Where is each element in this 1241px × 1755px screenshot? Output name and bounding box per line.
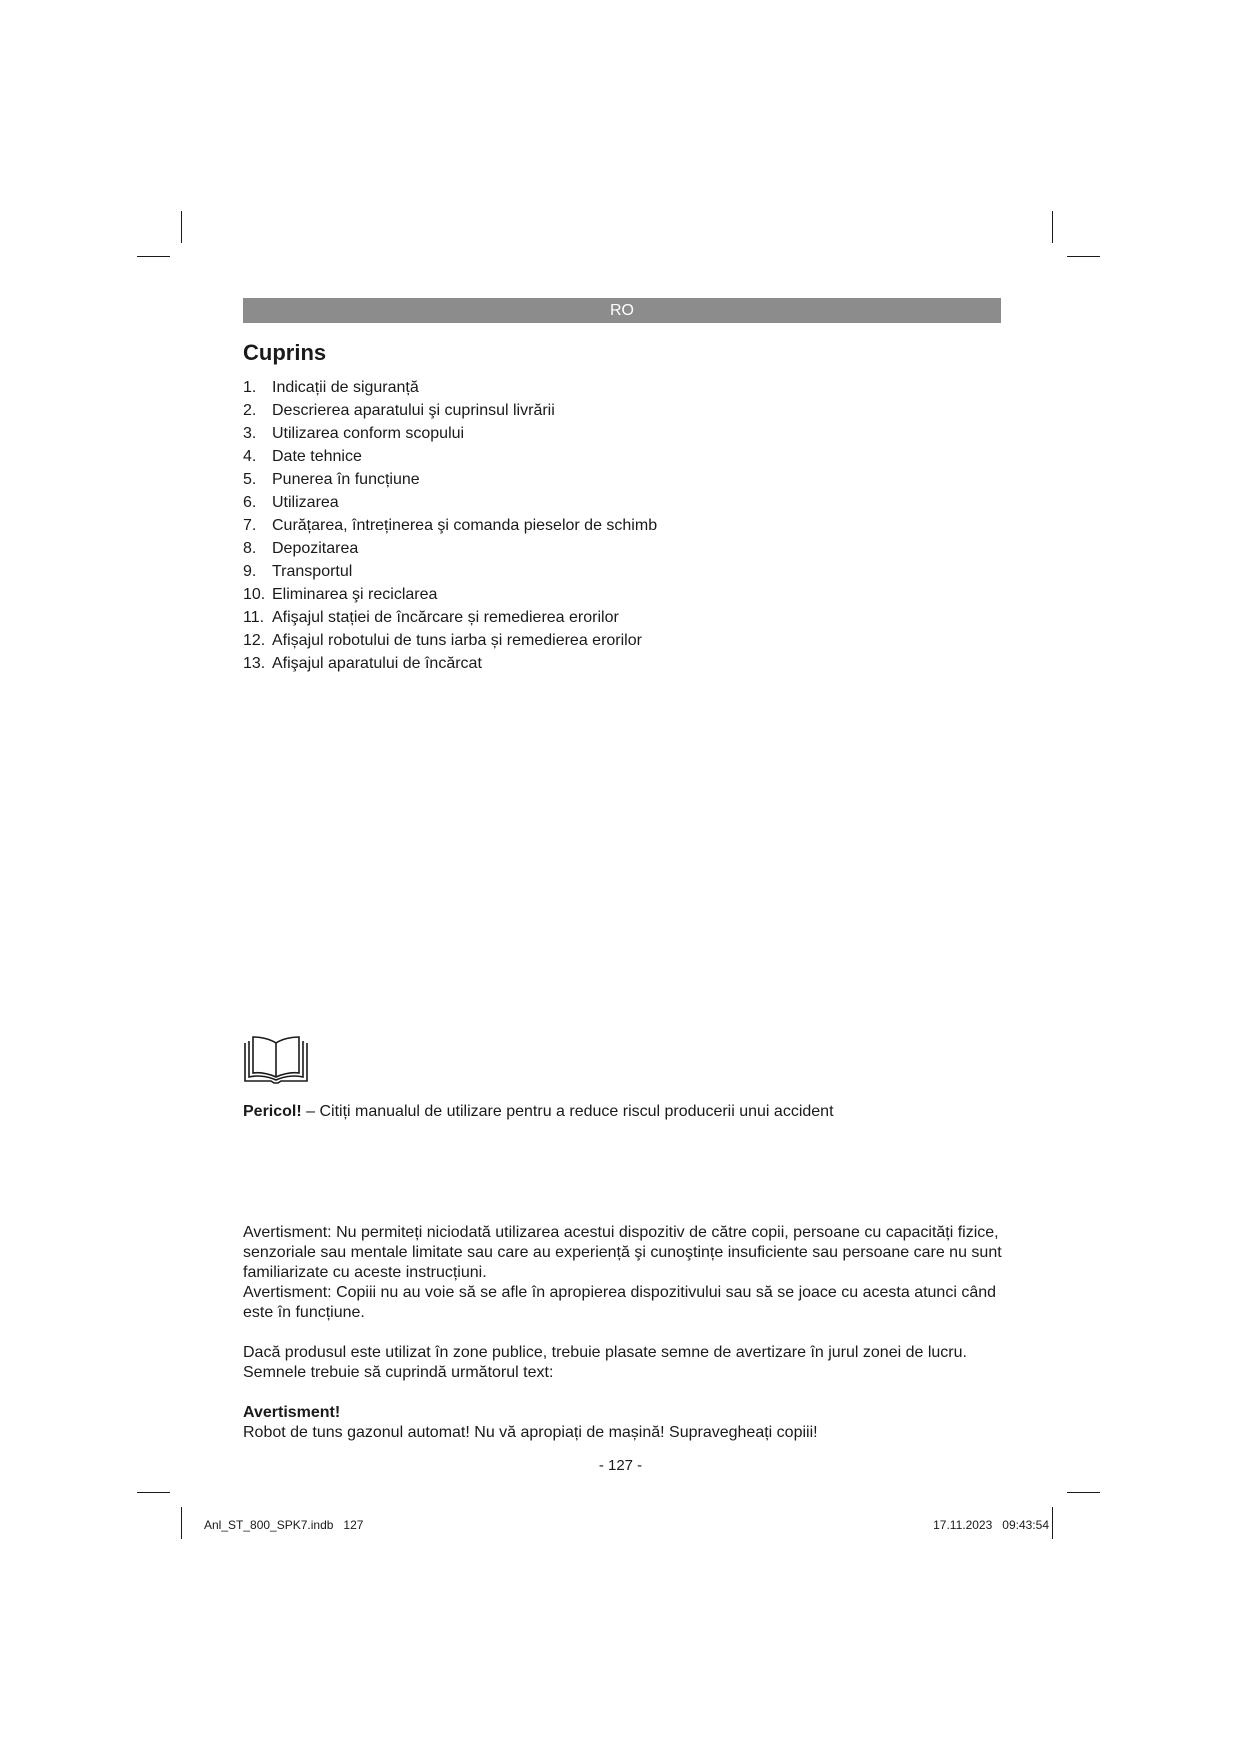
toc-item (243, 606, 657, 629)
toc-item (243, 537, 657, 560)
toc-item-number: 11. (243, 609, 265, 626)
table-of-contents (243, 376, 657, 675)
toc-item-label: Utilizarea conform scopului (272, 425, 465, 442)
toc-item-label: Punerea în funcțiune (272, 471, 420, 488)
danger-text: – Citiți manualul de utilizare pentru a reduce riscul producerii unui accident (301, 1103, 834, 1120)
toc-item-number: 3. (243, 425, 257, 442)
page-number: - 127 - (598, 1457, 643, 1474)
public-zones-text: Dacă produsul este utilizat în zone publice, trebuie plasate semne de avertizare în jurul zonei de lucru. Semnele trebuie să cuprindă următorul text: (243, 1344, 967, 1381)
toc-item-label: Date tehnice (272, 448, 362, 465)
toc-item (243, 629, 657, 652)
crop-mark (137, 256, 170, 257)
warning-proximity: Avertisment: Copiii nu au voie să se afle în apropierea dispozitivului sau să se joace cu acesta atunci când este în funcțiune. (243, 1284, 997, 1321)
toc-item-label: Transportul (272, 563, 353, 580)
toc-item-number: 5. (243, 471, 257, 488)
crop-mark (1052, 1507, 1053, 1539)
crop-mark (137, 1492, 170, 1493)
contents-title: Cuprins (243, 340, 327, 365)
toc-item-label: Afișajul robotului de tuns iarba și remedierea erorilor (272, 632, 642, 649)
crop-mark (181, 1507, 182, 1539)
toc-item-number: 13. (243, 655, 266, 672)
crop-mark (1067, 256, 1100, 257)
toc-item-number: 10. (243, 586, 266, 603)
warning-children: Avertisment: Nu permiteți niciodată utilizarea acestui dispozitiv de către copii, persoane cu capacități fizice, senzoriale sau mentale limitate sau care au experiență şi cunoştințe insuficiente sau persoane care nu sunt familiarizate cu aceste instrucțiuni. (243, 1224, 1002, 1281)
footer-datetime: 17.11.2023 09:43:54 (933, 1518, 1049, 1532)
crop-mark (1067, 1492, 1100, 1493)
open-book-icon (243, 1035, 309, 1090)
toc-item (243, 399, 657, 422)
toc-item-label: Indicații de siguranță (272, 379, 419, 396)
crop-mark (1052, 211, 1053, 243)
toc-item (243, 583, 657, 606)
danger-label: Pericol! (243, 1103, 302, 1120)
sign-text: Robot de tuns gazonul automat! Nu vă apropiați de mașină! Supravegheați copiii! (243, 1424, 818, 1441)
toc-item-label: Eliminarea şi reciclarea (272, 586, 438, 603)
toc-item-label: Afişajul aparatului de încărcat (272, 655, 482, 672)
toc-item-label: Utilizarea (272, 494, 339, 511)
toc-item-number: 8. (243, 540, 257, 557)
toc-item-label: Curățarea, întreținerea şi comanda pieselor de schimb (272, 517, 658, 534)
language-tab: RO (243, 298, 1001, 323)
toc-item (243, 422, 657, 445)
toc-item (243, 514, 657, 537)
toc-item-number: 9. (243, 563, 257, 580)
toc-item (243, 468, 657, 491)
crop-mark (181, 211, 182, 243)
warnings-block (243, 1223, 1003, 1323)
warning-sign-text (243, 1403, 1003, 1443)
toc-item-number: 12. (243, 632, 266, 649)
toc-item-number: 1. (243, 379, 257, 396)
toc-item-label: Descrierea aparatului şi cuprinsul livrării (272, 402, 555, 419)
toc-item-number: 2. (243, 402, 257, 419)
toc-item (243, 376, 657, 399)
sign-heading: Avertisment! (243, 1404, 341, 1421)
toc-item-label: Depozitarea (272, 540, 359, 557)
footer-file: Anl_ST_800_SPK7.indb 127 (204, 1518, 364, 1532)
toc-item (243, 560, 657, 583)
toc-item-number: 7. (243, 517, 257, 534)
toc-item-number: 4. (243, 448, 257, 465)
toc-item-number: 6. (243, 494, 257, 511)
toc-item (243, 491, 657, 514)
danger-notice (243, 1101, 834, 1123)
toc-item-label: Afişajul stației de încărcare și remedierea erorilor (272, 609, 619, 626)
toc-item (243, 652, 657, 675)
toc-item (243, 445, 657, 468)
